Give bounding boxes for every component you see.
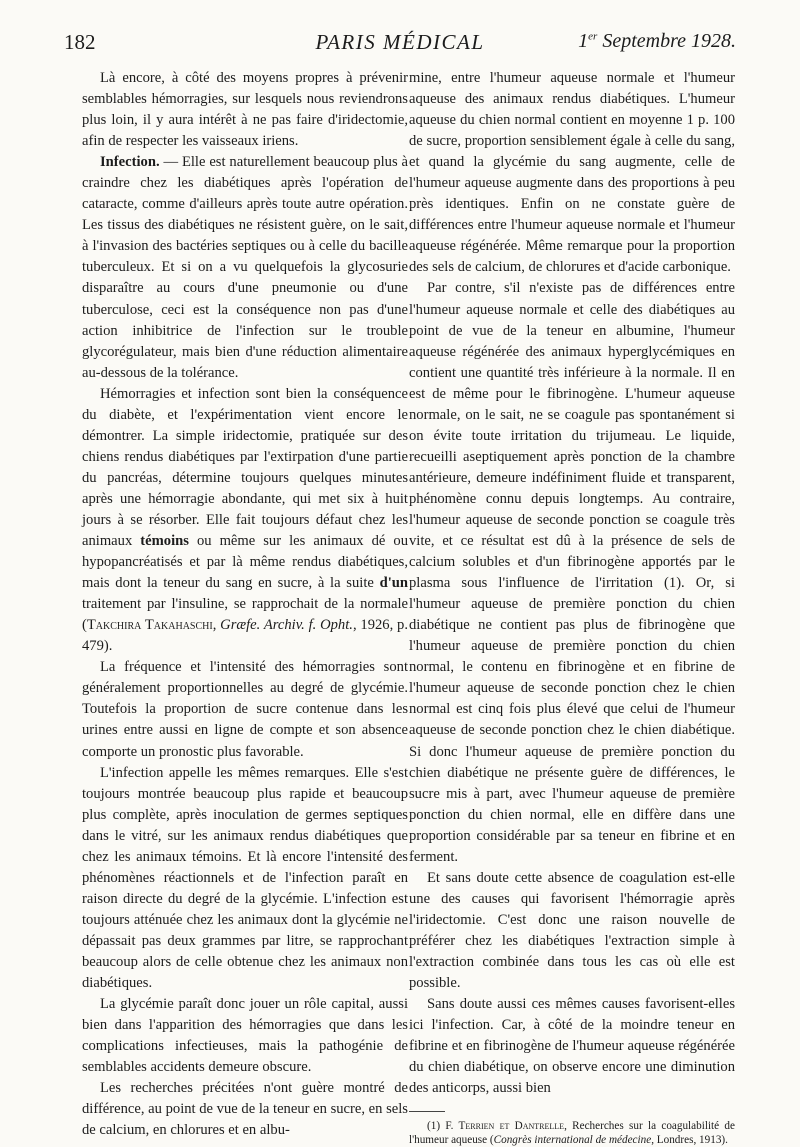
date-day: 1 — [578, 30, 589, 52]
footnote — [409, 1119, 735, 1147]
section-heading-infection: Infection. — [100, 154, 160, 171]
journal-title: PARIS MÉDICAL — [315, 30, 485, 54]
paragraph-infection — [82, 152, 408, 384]
paragraph-experimentation — [82, 384, 408, 658]
paragraph-research: Les recherches précitées n'ont guère montré de différence, au point de vue de la teneur en sucre, en sels de calcium, en chlorures et en albu- — [82, 1080, 408, 1139]
footnote-reference: (1). — [664, 575, 685, 592]
citation-rest: , 1926, p. 479). — [82, 617, 408, 655]
footnote-divider — [409, 1111, 445, 1112]
footnote-text: , Recherches sur la coagulabilité de l'humeur aqueuse ( — [409, 1120, 735, 1147]
text-run: Or, si l'humeur aqueuse de première ponction du chien diabétique ne contient pas plus de fibrinogène que l'humeur aqueuse de première ponction du chien normal, le contenu en fibrinogène et en fibrine de l'humeur aqueuse de seconde ponction chez le chien normal est cinq fois plus élevé que celui de l'humeur aqueuse de seconde ponction chez le chien diabétique. Si donc l'humeur aqueuse de première ponction du chien diabétique ne présente guère de différences, le sucre mis à part, avec l'humeur aqueuse de première ponction du chien normal, elle en diffère dans une proportion considérable par sa teneur en fibrine et en ferment. — [409, 575, 735, 865]
paragraph-glycemia-role: La glycémie paraît donc jouer un rôle capital, aussi bien dans l'apparition des hémorragies que dans les complications infectieuses, mais la pathogénie de semblables accidents demeure obscure. — [82, 996, 408, 1076]
footnote-number: (1) — [427, 1120, 446, 1133]
date-rest: Septembre 1928. — [597, 30, 736, 52]
paragraph-coagulation: Et sans doute cette absence de coagulation est-elle une des causes qui favorisent l'hémorragie après l'iridectomie. C'est donc une raison nouvelle de préférer chez les diabétiques l'extraction simple à l'extraction combinée dans tous les cas où elle est possible. — [409, 869, 735, 992]
citation-journal: Græfe. Archiv. f. Opht. — [220, 617, 353, 634]
footnote-congress: Congrès international de médecine — [493, 1134, 652, 1147]
citation-author: Takchira Takahaschi — [86, 617, 213, 634]
right-column — [409, 68, 735, 1147]
paragraph-infection-text: — Elle est naturellement beaucoup plus à craindre chez les diabétiques après l'opération de cataracte, comme d'ailleurs après toute autre opération. Les tissus des diabétiques ne résistent guère, on le sait, à l'invasion des bactéries septiques ou à celle du bacille tuberculeux. Et si on a vu quelquefois la glycosurie disparaître au cours d'une pneumonie ou d'une tuberculose, ceci est la conséquence non pas d'une action inhibitrice de l'infection sur le trouble glycorégulateur, mais bien d'une réduction alimentaire au-dessous de la tolérance. — [82, 154, 408, 381]
date-suffix: er — [588, 30, 598, 43]
text-run: traitement par l'insuline, se rapprochait de la normale ( — [82, 596, 408, 634]
paragraph-glycemia-frequency: La fréquence et l'intensité des hémorragies sont généralement proportionnelles au degré de glycémie. Toutefois la proportion de sucre contenue dans les urines entre aussi en ligne de compte et son absence comporte un pronostic plus favorable. — [82, 659, 408, 760]
issue-date — [578, 30, 736, 53]
emphasis-temoins: témoins — [140, 533, 189, 550]
text-run: ou même sur les animaux dé ou hypopancréatisés et par là même rendus diabétiques, mais dont la teneur du sang en sucre, à la suite — [82, 533, 408, 592]
emphasis-dun: d'un — [379, 575, 408, 592]
paragraph-aqueous-humor: mine, entre l'humeur aqueuse normale et l'humeur aqueuse des animaux rendus diabétiques. L'humeur aqueuse du chien normal contient en moyenne 1 p. 100 de sucre, proportion sensiblement égale à celle du sang, et quand la glycémie du sang augmente, celle de l'humeur aqueuse augmente dans des proportions à peu près identiques. Enfin on ne constate guère de différences entre l'humeur aqueuse normale et l'humeur aqueuse régénérée. Même remarque pour la proportion des sels de calcium, de chlorures et d'acide carbonique. — [409, 70, 735, 276]
paragraph-anticorps: Sans doute aussi ces mêmes causes favorisent-elles ici l'infection. Car, à côté de la moindre teneur en fibrine et en fibrinogène de l'humeur aqueuse régénérée du chien diabétique, on observe encore une diminution des anticorps, aussi bien — [409, 996, 735, 1097]
text-run: Hémorragies et infection sont bien la conséquence du diabète, et l'expérimentation vient encore le démontrer. La simple iridectomie, pratiquée sur des chiens rendus diabétiques par l'extirpation d'une partie du pancréas, détermine toujours quelques minutes après une hémorragie abondante, qui met six à huit jours à se résorber. Elle fait toujours défaut chez les animaux — [82, 385, 408, 550]
paragraph-infection-remarks: L'infection appelle les mêmes remarques. Elle s'est toujours montrée beaucoup plus rapide et beaucoup plus complète, après inoculation de germes septiques dans le vitré, sur les animaux rendus diabétiques que chez les animaux témoins. Et là encore l'intensité des phénomènes réactionnels et de l'infection paraît en raison directe du degré de la glycémie. L'infection est toujours atténuée chez les animaux dont la glycémie ne dépassait pas deux grammes par litre, se rapprochant beaucoup alors de celle obtenue chez les animaux non diabétiques. — [82, 764, 408, 992]
left-column — [82, 68, 408, 1141]
footnote-authors: F. Terrien et Dantrelle — [445, 1120, 565, 1133]
page-header — [64, 30, 736, 60]
text-run: Par contre, s'il n'existe pas de différences entre l'humeur aqueuse normale et celle des diabétiques au point de vue de la teneur en albumine, l'humeur aqueuse régénérée des animaux hyperglycémiques en contient une quantité très inférieure à la normale. Il en est de même pour le fibrinogène. L'humeur aqueuse normale, on le sait, ne se coagule pas spontanément si on évite toute irritation du trijumeau. Le liquide, recueilli aseptiquement après ponction de la chambre antérieure, demeure indéfiniment fluide et transparent, phénomène connu depuis longtemps. Au contraire, l'humeur aqueuse de seconde ponction se coagule très vite, et ce résultat est dû à la présence de sels de calcium solubles et d'un fibrinogène apportés par le plasma sous l'influence de l'irritation — [409, 280, 735, 592]
paragraph-fibrinogen — [409, 278, 735, 867]
paragraph-hemorrhage-prevention: Là encore, à côté des moyens propres à prévenir semblables hémorragies, sur lesquels nous reviendrons plus loin, il y aura intérêt à ne pas faire d'iridectomie, afin de respecter les vaisseaux iriens. — [82, 70, 408, 150]
citation-separator: , — [212, 617, 221, 634]
footnote-end: , Londres, 1913). — [651, 1134, 728, 1147]
page-number: 182 — [64, 30, 96, 54]
